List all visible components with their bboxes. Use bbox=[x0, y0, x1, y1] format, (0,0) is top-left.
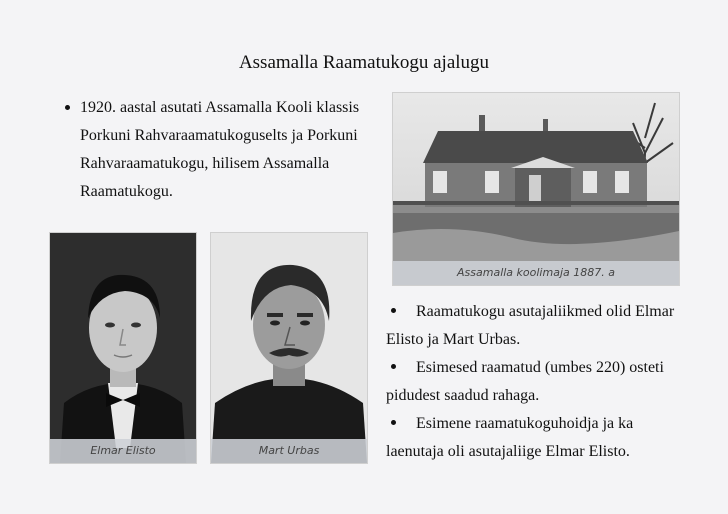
mart-urbas-caption: Mart Urbas bbox=[211, 439, 367, 463]
mart-urbas-photo bbox=[210, 232, 368, 464]
mart-portrait-illustration bbox=[211, 233, 367, 463]
bullet-dot bbox=[65, 105, 70, 110]
school-house-illustration bbox=[393, 93, 679, 285]
list-item: Esimesed raamatud (umbes 220) osteti pidudest saadud rahaga. bbox=[386, 359, 664, 404]
elmar-elisto-caption: Elmar Elisto bbox=[50, 439, 196, 463]
page-title: Assamalla Raamatukogu ajalugu bbox=[238, 52, 490, 73]
intro-paragraph: 1920. aastal asutati Assamalla Kooli klassis Porkuni Rahvaraamatukoguselts ja Porkuni Rahvaraamatukogu, hilisem Assamalla Raamatukogu. bbox=[80, 99, 360, 200]
school-house-caption: Assamalla koolimaja 1887. a bbox=[393, 261, 679, 285]
elmar-portrait-illustration bbox=[50, 233, 196, 463]
school-house-photo bbox=[392, 92, 680, 286]
elmar-elisto-photo bbox=[49, 232, 197, 464]
list-item: Esimene raamatukoguhoidja ja ka laenutaja oli asutajaliige Elmar Elisto. bbox=[386, 415, 634, 460]
facts-list bbox=[386, 298, 686, 466]
list-item: Raamatukogu asutajaliikmed olid Elmar Elisto ja Mart Urbas. bbox=[386, 303, 675, 348]
